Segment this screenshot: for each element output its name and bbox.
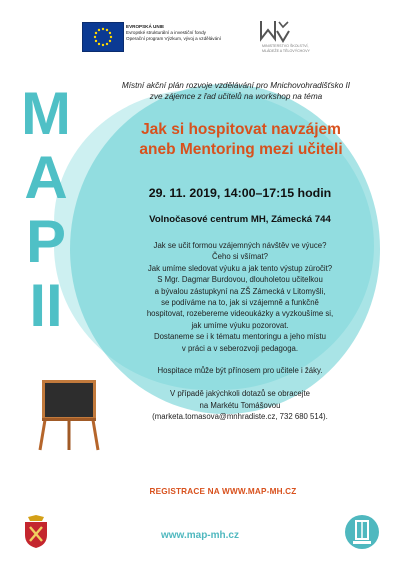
intro-line: zve zájemce z řad učitelů na workshop na téma <box>149 92 323 101</box>
body-line: v práci a v seberozvoji pedagoga. <box>181 343 299 353</box>
body-line: Hospitace může být přínosem pro učitele i žáky. <box>157 366 323 376</box>
spacer <box>96 377 384 388</box>
msmt-text-block <box>262 44 322 53</box>
map-ii-vertical-title <box>16 82 76 338</box>
event-title <box>98 120 384 160</box>
eu-line: Operační program Výzkum, vývoj a vzdělávání <box>126 36 221 41</box>
msmt-line: MLÁDEŽE A TĚLOVÝCHOVY <box>262 48 310 53</box>
registration-link[interactable]: REGISTRACE NA WWW.MAP-MH.CZ <box>149 487 297 496</box>
body-line: S Mgr. Dagmar Burdovou, dlouholetou učitelkou <box>157 275 323 285</box>
map-logo-icon <box>344 514 380 550</box>
map-letter: P <box>25 208 67 275</box>
body-line: V případě jakýchkoli dotazů se obracejte <box>170 389 310 399</box>
crest-icon <box>22 515 50 549</box>
eu-line: EVROPSKÁ UNIE <box>126 24 165 29</box>
eu-text-block <box>126 24 244 42</box>
intro-line: Místní akční plán rozvoje vzdělávání pro Mnichovohradišťsko II <box>121 81 351 90</box>
chalkboard-icon <box>34 372 104 452</box>
body-line: Čeho si všímat? <box>212 252 268 262</box>
event-datetime: 29. 11. 2019, 14:00–17:15 hodin <box>148 186 332 200</box>
msmt-line: MINISTERSTVO ŠKOLSTVÍ, <box>262 44 309 48</box>
intro-text <box>86 80 386 102</box>
body-line: Dostaneme se i k tématu mentoringu a jeho místu <box>153 332 327 342</box>
body-line: Jak se učit formou vzájemných návštěv ve výuce? <box>153 241 327 250</box>
footer-website-link[interactable]: www.map-mh.cz <box>161 530 239 541</box>
body-line: (marketa.tomasova@mnhradiste.cz, 732 680 514). <box>152 412 328 422</box>
spacer <box>96 354 384 365</box>
map-letter: II <box>29 272 63 339</box>
body-line: se podíváme na to, jak si vzájemně a funkčně <box>161 298 319 308</box>
map-letter: A <box>24 144 68 211</box>
body-line: hospitovat, rozebereme videoukázky a vyzkoušíme si, <box>146 309 334 319</box>
body-line: na Markétu Tomášovou <box>199 400 281 410</box>
msmt-logo-icon <box>255 19 295 47</box>
title-line: aneb Mentoring mezi učiteli <box>139 141 343 158</box>
event-description <box>96 240 384 422</box>
eu-flag-icon <box>82 22 124 52</box>
map-letter: M <box>21 80 71 147</box>
eu-line: Evropské strukturální a investiční fondy <box>126 30 206 35</box>
body-line: Jak umíme sledovat výuku a jak tento výstup zúročit? <box>147 263 333 273</box>
title-line: Jak si hospitovat navzájem <box>141 121 341 138</box>
body-line: jak umíme výuku pozorovat. <box>191 320 289 330</box>
event-venue: Volnočasové centrum MH, Zámecká 744 <box>149 214 331 225</box>
body-line: a bývalou zástupkyní na ZŠ Zámecká v Litomyšli, <box>154 286 326 296</box>
